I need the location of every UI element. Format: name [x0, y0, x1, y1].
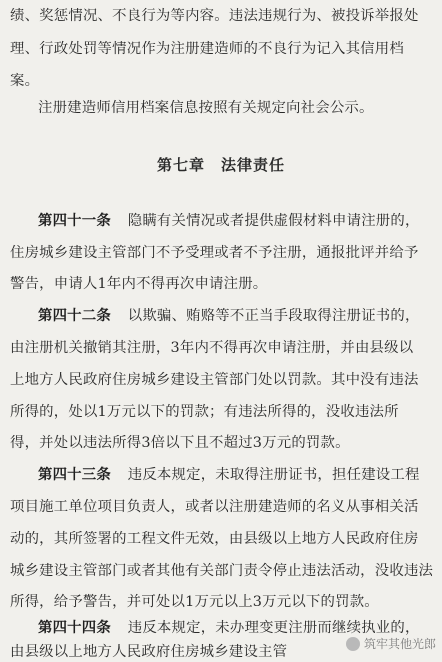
article-text: 隐瞒有关情况或者提供虚假材料申请注册的，: [127, 213, 420, 229]
article-43-first-line: [38, 465, 420, 485]
intro-line-3: 案。: [10, 73, 40, 89]
article-text: 住房城乡建设主管部门不予受理或者不予注册，通报批评并给予: [10, 245, 419, 261]
article-text: 城乡建设主管部门或者其他有关部门责令停止违法活动，没收违法: [10, 563, 434, 579]
article-number: 第四十四条: [38, 619, 111, 636]
chapter-title: 第七章 法律责任: [156, 156, 285, 174]
article-42-first-line: [38, 306, 420, 326]
intro-line-4: 注册建造师信用档案信息按照有关规定向社会公示。: [38, 100, 374, 116]
intro-line-1: 绩、奖惩情况、不良行为等内容。违法违规行为、被投诉举报处: [10, 8, 419, 24]
intro-line-2: 理、行政处罚等情况作为注册建造师的不良行为记入其信用档: [10, 41, 404, 57]
article-text: 违反本规定，未办理变更注册而继续执业的，: [127, 620, 420, 636]
article-text: 以欺骗、贿赂等不正当手段取得注册证书的，: [127, 308, 420, 324]
article-text: 上地方人民政府住房城乡建设主管部门处以罚款。其中没有违法: [10, 372, 419, 388]
article-text: 所得，给予警告，并可处以1万元以上3万元以下的罚款。: [10, 594, 379, 610]
wechat-icon: [346, 637, 360, 651]
article-text: 项目施工单位项目负责人，或者以注册建造师的名义从事相关活: [10, 499, 419, 515]
watermark-text: 筑牢其他光郎: [363, 637, 436, 651]
watermark: [346, 635, 436, 652]
article-text: 得，并处以违法所得3倍以下且不超过3万元的罚款。: [10, 435, 350, 451]
article-41-first-line: [38, 211, 420, 231]
article-text: 违反本规定，未取得注册证书，担任建设工程: [127, 467, 420, 483]
article-text: 由县级以上地方人民政府住房城乡建设主管: [10, 644, 288, 660]
article-text: 警告，申请人1年内不得再次申请注册。: [10, 276, 268, 292]
article-number: 第四十一条: [38, 212, 111, 229]
article-number: 第四十二条: [38, 307, 111, 324]
article-text: 动的，其所签署的工程文件无效，由县级以上地方人民政府住房: [10, 531, 419, 547]
article-text: 由注册机关撤销其注册，3年内不得再次申请注册，并由县级以: [10, 340, 414, 356]
article-text: 所得的，处以1万元以下的罚款；有违法所得的，没收违法所: [10, 404, 399, 420]
article-number: 第四十三条: [38, 466, 111, 483]
